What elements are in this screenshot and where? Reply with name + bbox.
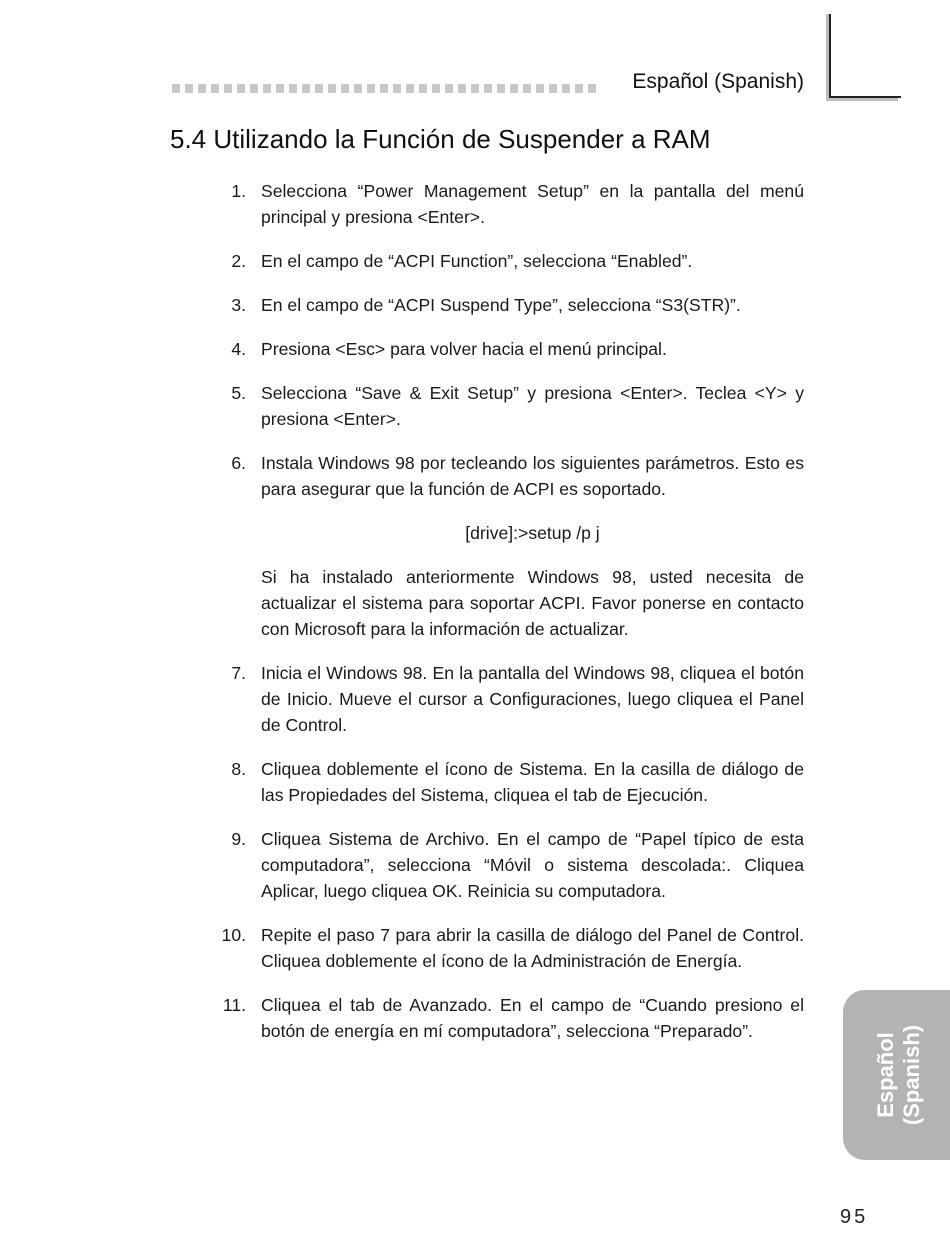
step-number: 6. [231, 453, 246, 473]
setup-command: [drive]:>setup /p j [465, 523, 600, 543]
step-text: Selecciona “Power Management Setup” en la pantalla del menú principal y presiona <Enter>. [261, 181, 804, 227]
step-text: Cliquea doblemente el ícono de Sistema. En la casilla de diálogo de las Propiedades del Sistema, cliquea el tab de Ejecución. [261, 759, 804, 805]
rule-dot [497, 84, 505, 93]
rule-dot [510, 84, 518, 93]
rule-dot [549, 84, 557, 93]
rule-dot [458, 84, 466, 93]
step-number: 1. [231, 181, 246, 201]
rule-dot [562, 84, 570, 93]
step-text: Cliquea el tab de Avanzado. En el campo de “Cuando presiono el botón de energía en mí computadora”, selecciona “Preparado”. [261, 995, 804, 1041]
rule-dot [315, 84, 323, 93]
step-text: En el campo de “ACPI Function”, selecciona “Enabled”. [261, 251, 693, 271]
step-text: Cliquea Sistema de Archivo. En el campo de “Papel típico de esta computadora”, selecciona “Móvil o sistema descolada:. Cliquea Aplicar, luego cliquea OK. Reinicia su computadora. [261, 829, 804, 901]
rule-dot [588, 84, 596, 93]
step-note: Si ha instalado anteriormente Windows 98, usted necesita de actualizar el sistema para soportar ACPI. Favor ponerse en contacto con Microsoft para la información de actualizar. [261, 567, 804, 639]
section-title: 5.4 Utilizando la Función de Suspender a RAM [170, 124, 711, 154]
step-number: 7. [231, 663, 246, 683]
corner-mark-vertical [829, 14, 831, 98]
header-language-label: Español (Spanish) [632, 70, 804, 93]
step-number: 5. [231, 383, 246, 403]
rule-dot [237, 84, 245, 93]
side-tab-line-1: Español [873, 1032, 898, 1118]
rule-dot [354, 84, 362, 93]
page-number: 95 [840, 1206, 869, 1228]
step-number: 4. [231, 339, 246, 359]
rule-dot [367, 84, 375, 93]
list-item [200, 826, 804, 904]
rule-dot [406, 84, 414, 93]
list-item [200, 336, 804, 362]
step-text: Selecciona “Save & Exit Setup” y presiona <Enter>. Teclea <Y> y presiona <Enter>. [261, 383, 804, 429]
rule-dot [523, 84, 531, 93]
list-item [200, 380, 804, 432]
list-item [200, 756, 804, 808]
rule-dot [419, 84, 427, 93]
rule-dot [380, 84, 388, 93]
rule-dot [250, 84, 258, 93]
rule-dot [289, 84, 297, 93]
step-text: Instala Windows 98 por tecleando los siguientes parámetros. Esto es para asegurar que la función de ACPI es soportado. [261, 453, 804, 499]
step-number: 10. [221, 925, 246, 945]
rule-dot [224, 84, 232, 93]
steps-list [200, 178, 804, 1062]
language-side-tab [843, 990, 950, 1160]
rule-dot [484, 84, 492, 93]
step-number: 3. [231, 295, 246, 315]
rule-dot [198, 84, 206, 93]
rule-dot [276, 84, 284, 93]
list-item [200, 660, 804, 738]
step-number: 9. [231, 829, 246, 849]
header-dot-rule [172, 84, 596, 93]
list-item [200, 178, 804, 230]
step-text: Repite el paso 7 para abrir la casilla de diálogo del Panel de Control. Cliquea doblemente el ícono de la Administración de Energía. [261, 925, 804, 971]
rule-dot [211, 84, 219, 93]
side-tab-line-2: (Spanish) [899, 1024, 924, 1126]
step-number: 11. [222, 995, 246, 1015]
list-item [200, 992, 804, 1044]
list-item [200, 292, 804, 318]
rule-dot [263, 84, 271, 93]
list-item [200, 922, 804, 974]
step-number: 8. [231, 759, 246, 779]
rule-dot [185, 84, 193, 93]
rule-dot [302, 84, 310, 93]
rule-dot [575, 84, 583, 93]
rule-dot [536, 84, 544, 93]
rule-dot [341, 84, 349, 93]
rule-dot [172, 84, 180, 93]
list-item [200, 450, 804, 642]
step-text: Presiona <Esc> para volver hacia el menú principal. [261, 339, 667, 359]
rule-dot [445, 84, 453, 93]
corner-mark-shadow-horizontal [826, 98, 898, 101]
rule-dot [393, 84, 401, 93]
rule-dot [471, 84, 479, 93]
side-tab-label [873, 1025, 925, 1125]
step-text: En el campo de “ACPI Suspend Type”, selecciona “S3(STR)”. [261, 295, 741, 315]
rule-dot [432, 84, 440, 93]
step-number: 2. [231, 251, 246, 271]
step-text: Inicia el Windows 98. En la pantalla del Windows 98, cliquea el botón de Inicio. Mueve el cursor a Configuraciones, luego cliquea el Panel de Control. [261, 663, 804, 735]
rule-dot [328, 84, 336, 93]
list-item [200, 248, 804, 274]
